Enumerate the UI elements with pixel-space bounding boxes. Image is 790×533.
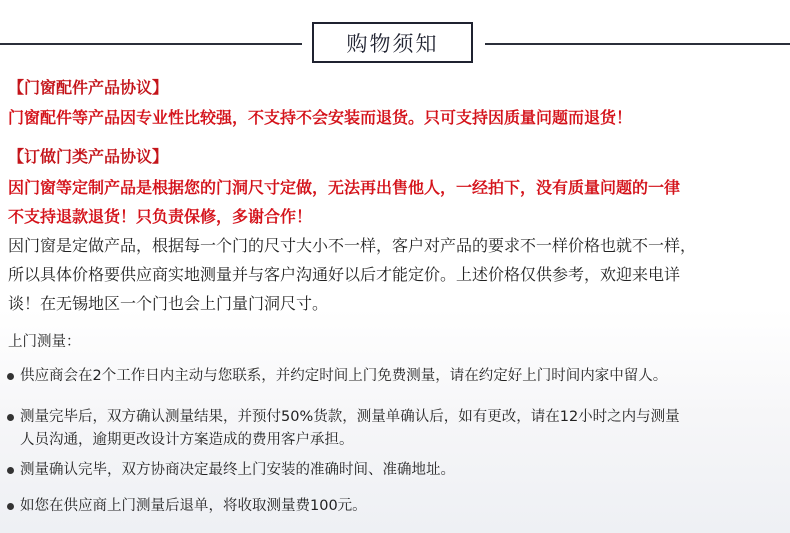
bullet-dot-icon — [7, 414, 14, 421]
section-heading-custom-doors: 【订做门类产品协议】 — [8, 147, 169, 166]
page-title: 购物须知 — [312, 22, 473, 63]
title-banner — [0, 0, 790, 70]
pricing-line-3: 谈！在无锡地区一个门也会上门量门洞尺寸。 — [8, 294, 329, 313]
section-heading-accessories: 【门窗配件产品协议】 — [8, 78, 169, 97]
title-rule-left — [0, 43, 302, 45]
pricing-line-2: 所以具体价格要供应商实地测量并与客户沟通好以后才能定价。上述价格仅供参考，欢迎来电详 — [8, 265, 681, 284]
measurement-item-4: 如您在供应商上门测量后退单，将收取测量费100元。 — [20, 498, 367, 514]
measurement-item-3: 测量确认完毕，双方协商决定最终上门安装的准确时间、准确地址。 — [20, 462, 455, 478]
measurement-item-2-line1: 测量完毕后，双方确认测量结果，并预付50%货款，测量单确认后，如有更改，请在12小时之内与测量 — [20, 409, 680, 425]
section-body-accessories: 门窗配件等产品因专业性比较强，不支持不会安装而退货。只可支持因质量问题而退货！ — [8, 108, 633, 127]
bullet-dot-icon — [7, 467, 14, 474]
bullet-dot-icon — [7, 373, 14, 380]
measurement-item-1: 供应商会在2个工作日内主动与您联系，并约定时间上门免费测量，请在约定好上门时间内家中留人。 — [20, 368, 668, 384]
section-body-custom-doors-line1: 因门窗等定制产品是根据您的门洞尺寸定做，无法再出售他人，一经拍下，没有质量问题的一律 — [8, 178, 681, 197]
title-rule-right — [485, 43, 790, 45]
pricing-line-1: 因门窗是定做产品，根据每一个门的尺寸大小不一样，客户对产品的要求不一样价格也就不一样， — [8, 236, 697, 255]
section-body-custom-doors-line2: 不支持退款退货！只负责保修，多谢合作！ — [8, 207, 313, 226]
bullet-dot-icon — [7, 503, 14, 510]
measurement-item-2-line2: 人员沟通，逾期更改设计方案造成的费用客户承担。 — [20, 432, 354, 448]
measurement-heading: 上门测量： — [8, 334, 81, 350]
